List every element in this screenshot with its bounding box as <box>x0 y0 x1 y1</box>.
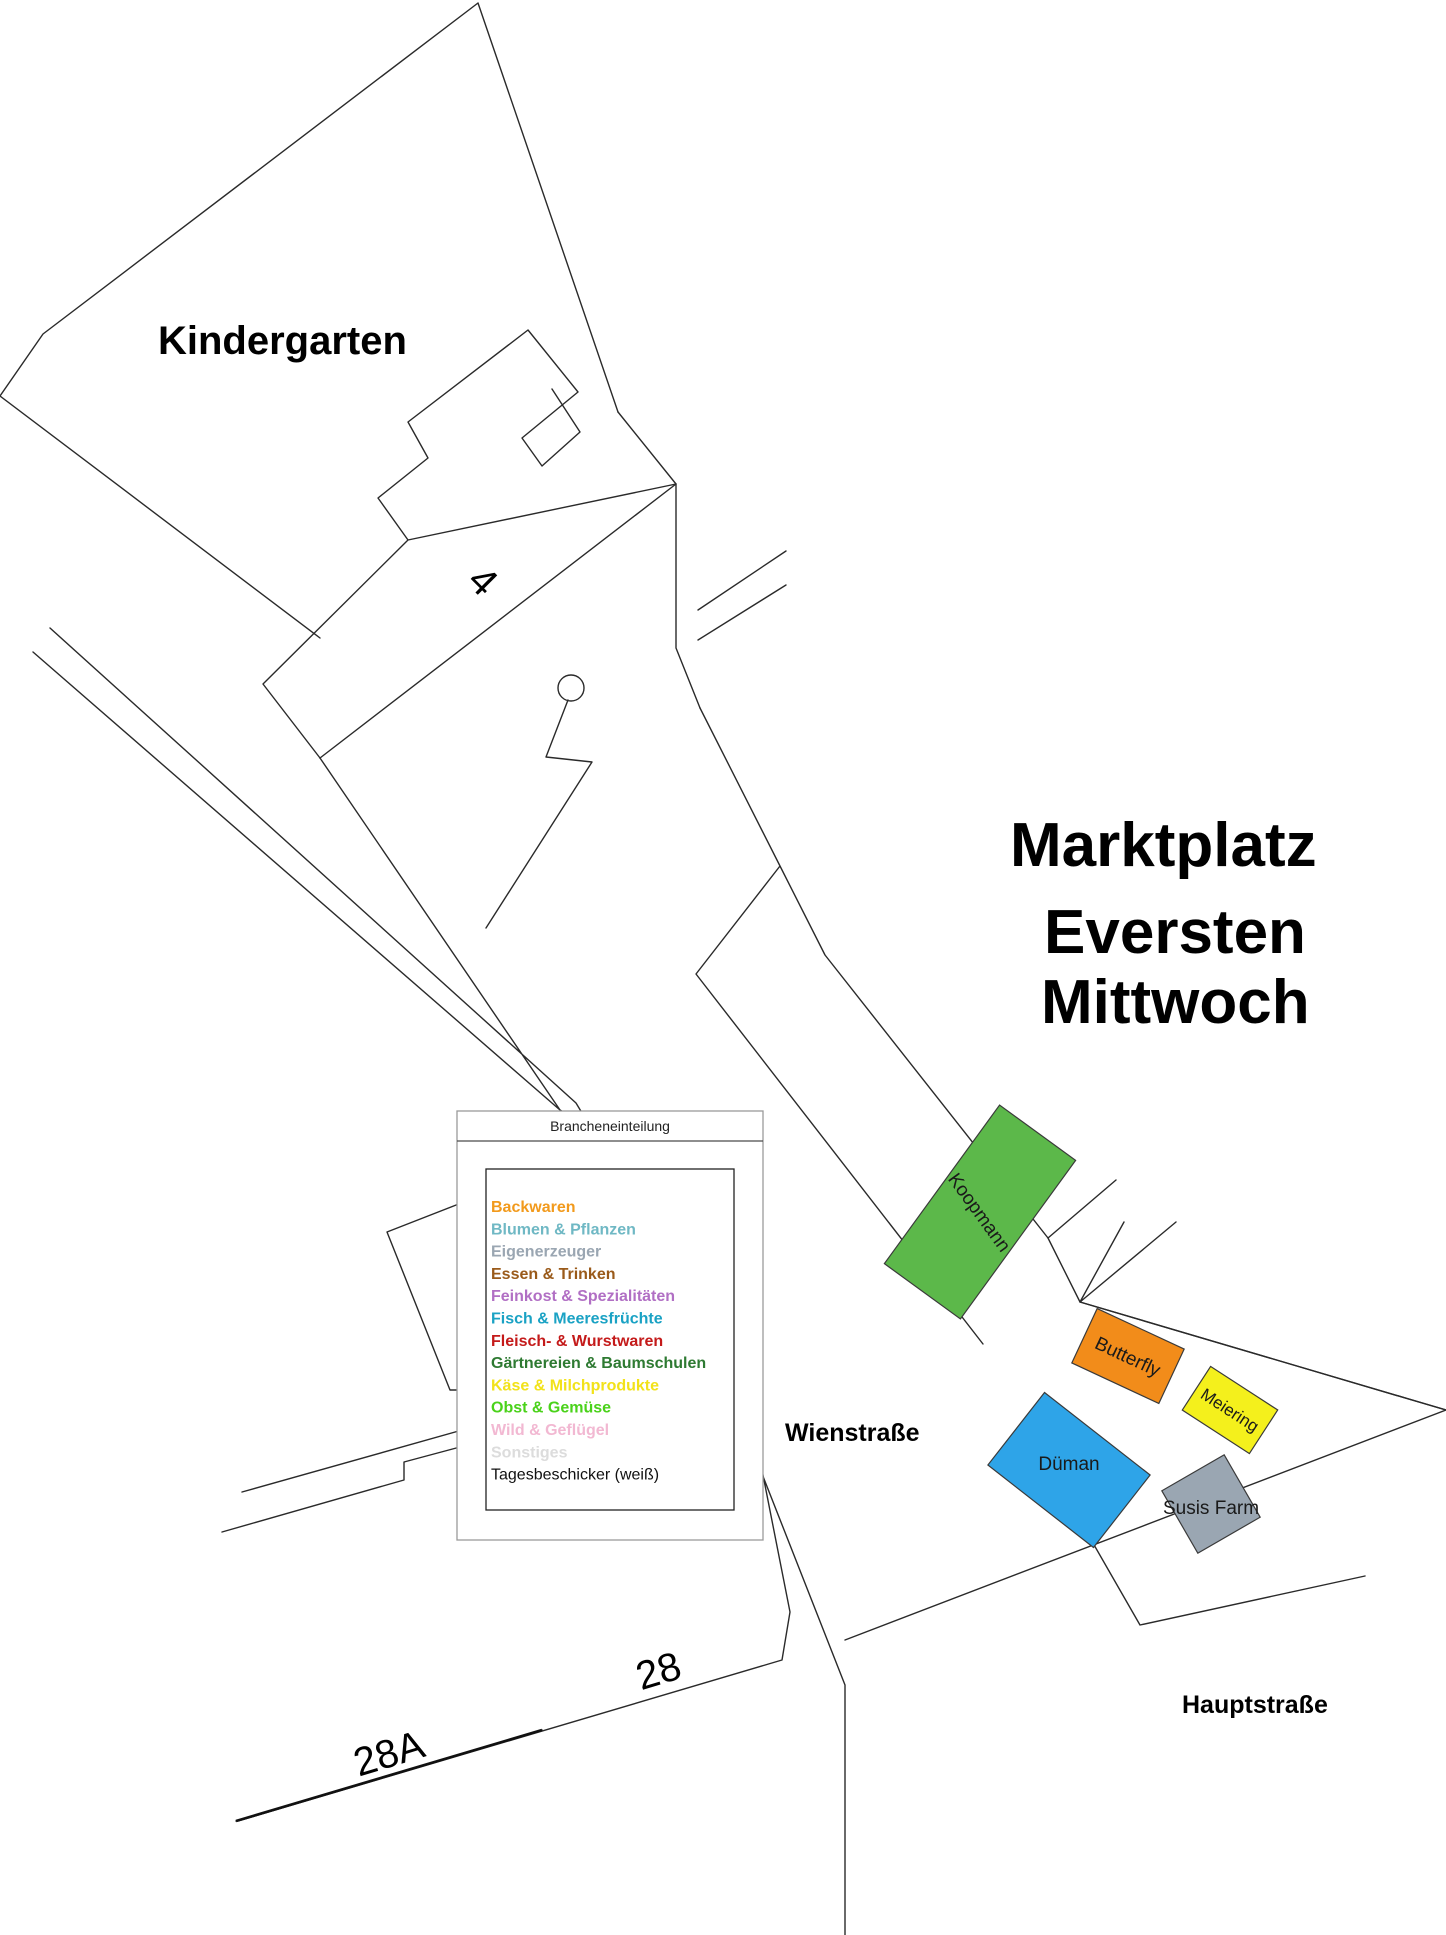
legend-item: Käse & Milchprodukte <box>491 1377 660 1395</box>
legend <box>457 1111 763 1540</box>
stall-koopmann-label: Koopmann <box>943 1169 1015 1257</box>
stalls <box>884 1105 1278 1561</box>
parcel-4-outline <box>320 484 700 758</box>
kindergarten-building-outline <box>263 330 676 758</box>
stall-meiering-label: Meiering <box>1197 1384 1263 1437</box>
house-number-28a: 28A <box>348 1722 430 1786</box>
kindergarten-label: Kindergarten <box>158 319 407 363</box>
legend-item: Backwaren <box>491 1199 576 1216</box>
title-line-2: Eversten <box>1044 898 1306 967</box>
stall-susis-farm-label: Susis Farm <box>1162 1498 1260 1519</box>
stall-butterfly-label: Butterfly <box>1091 1333 1164 1382</box>
legend-item: Fleisch- & Wurstwaren <box>491 1332 664 1350</box>
hauptstrasse-label: Hauptstraße <box>1182 1691 1328 1719</box>
legend-item: Blumen & Pflanzen <box>491 1221 636 1239</box>
title-line-1: Marktplatz <box>1010 811 1317 880</box>
legend-item: Fisch & Meeresfrüchte <box>491 1310 663 1328</box>
legend-item: Obst & Gemüse <box>491 1399 612 1417</box>
legend-item: Feinkost & Spezialitäten <box>491 1288 676 1306</box>
house-number-4: 4 <box>459 557 507 605</box>
legend-item: Gärtnereien & Baumschulen <box>491 1355 707 1373</box>
stall-dueman[interactable] <box>988 1393 1150 1548</box>
stall-dueman-label: Düman <box>1038 1454 1100 1475</box>
legend-item: Wild & Geflügel <box>491 1422 610 1439</box>
side-road-outline <box>698 551 786 640</box>
stall-koopmann[interactable] <box>884 1105 1076 1319</box>
legend-item: Tagesbeschicker (weiß) <box>491 1466 660 1484</box>
legend-item: Eigenerzeuger <box>491 1243 602 1261</box>
title-line-3: Mittwoch <box>1041 968 1310 1037</box>
legend-title: Brancheneinteilung <box>550 1118 670 1134</box>
stall-susis-farm[interactable] <box>1150 1451 1268 1561</box>
legend-item: Sonstiges <box>491 1444 568 1462</box>
post-line-outline <box>486 700 592 928</box>
legend-item: Essen & Trinken <box>491 1265 616 1283</box>
wienstrasse-label: Wienstraße <box>785 1419 920 1447</box>
stall-butterfly[interactable] <box>1072 1309 1184 1404</box>
house-number-28: 28 <box>630 1643 687 1700</box>
post-circle-outline <box>558 675 584 701</box>
stall-meiering[interactable] <box>1182 1366 1277 1453</box>
hauptstrasse-outline <box>236 1180 1446 1821</box>
